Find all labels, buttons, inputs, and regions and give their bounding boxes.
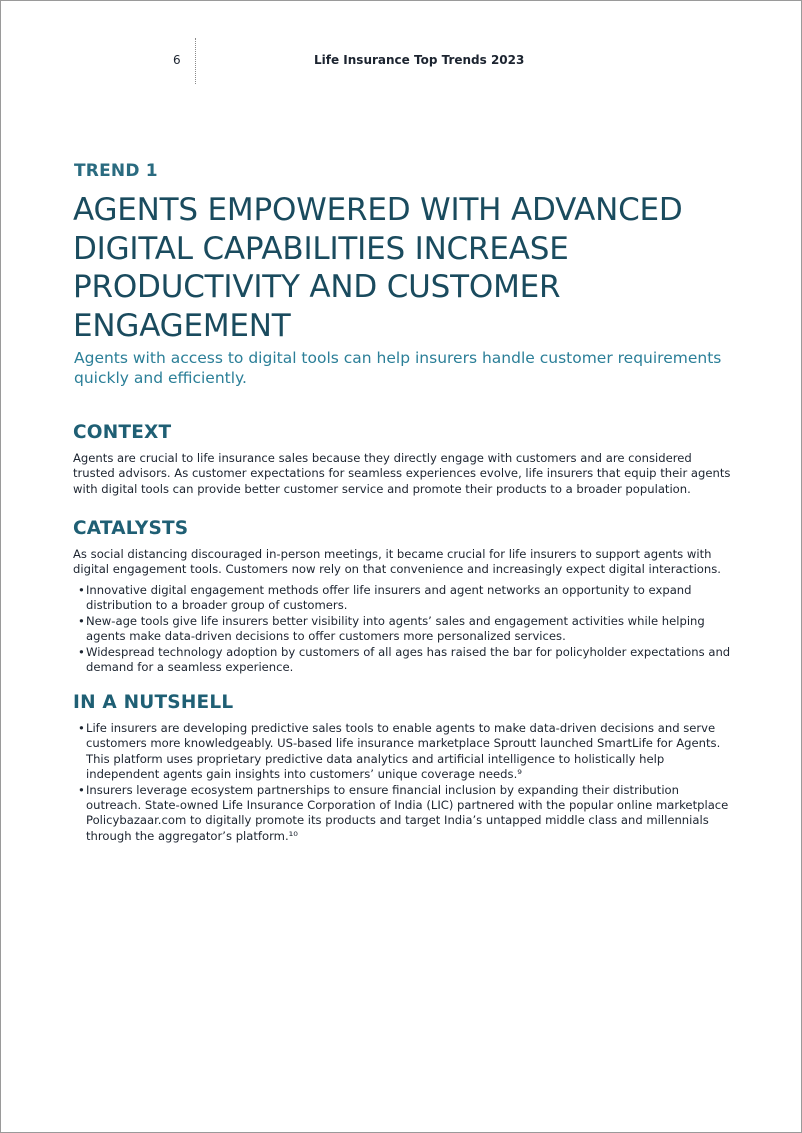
catalysts-intro: As social distancing discouraged in-person meetings, it became crucial for life insurers to support agents with digital engagement tools. Customers now rely on that convenience and increasingly expect digital interactions. — [73, 547, 721, 577]
catalysts-heading: CATALYSTS — [73, 518, 189, 539]
context-heading: CONTEXT — [73, 422, 172, 443]
trend-subtitle: Agents with access to digital tools can help insurers handle customer requirements quickly and efficiently. — [74, 349, 722, 387]
list-item — [73, 645, 733, 676]
bullet-icon: • — [78, 721, 85, 735]
trend-title-line: PRODUCTIVITY AND CUSTOMER — [73, 269, 561, 305]
trend-title-line: ENGAGEMENT — [73, 307, 291, 344]
list-item — [73, 583, 733, 614]
context-text: Agents are crucial to life insurance sales because they directly engage with customers and are considered trusted advisors. As customer expectations for seamless experiences evolve, life insurers that equip their agents with digital tools can provide better customer service and promote their products to a broader population. — [73, 451, 731, 496]
list-item-text: Insurers leverage ecosystem partnerships to ensure financial inclusion by expanding their distribution outreach. State-owned Life Insurance Corporation of India (LIC) partnered with the popular online marketplace Policybazaar.com to digitally promote its products and target India’s untapped middle class and millennials through the aggregator’s platform.¹⁰ — [86, 782, 729, 843]
trend-title-line: DIGITAL CAPABILITIES INCREASE — [73, 230, 569, 267]
list-item — [73, 721, 733, 783]
bullet-icon: • — [78, 583, 85, 597]
header-divider — [195, 38, 196, 84]
bullet-icon: • — [78, 644, 85, 659]
list-item-text: New-age tools give life insurers better visibility into agents’ sales and engagement activities while helping agents make data-driven decisions to offer customers more personalized services. — [86, 613, 705, 644]
list-item — [73, 614, 733, 645]
list-item-text: Innovative digital engagement methods offer life insurers and agent networks an opportunity to expand distribution to a broader group of customers. — [86, 583, 692, 613]
trend-title — [73, 191, 731, 345]
page-number: 6 — [173, 53, 181, 67]
list-item-text: Life insurers are developing predictive sales tools to enable agents to make data-driven decisions and serve customers more knowledgeably. US-based life insurance marketplace Sproutt launched SmartLife for Agents. This platform uses proprietary predictive data analytics and artificial intelligence to holistically help independent agents gain insights into customers’ unique coverage needs.⁹ — [86, 721, 721, 782]
bullet-icon: • — [78, 782, 85, 797]
trend-title-line: AGENTS EMPOWERED WITH ADVANCED — [73, 192, 683, 228]
running-title: Life Insurance Top Trends 2023 — [314, 53, 525, 67]
catalysts-list — [73, 583, 733, 675]
nutshell-list — [73, 721, 733, 844]
nutshell-heading: IN A NUTSHELL — [73, 692, 234, 713]
bullet-icon: • — [78, 613, 85, 628]
list-item — [73, 783, 733, 845]
trend-label: TREND 1 — [74, 161, 158, 181]
list-item-text: Widespread technology adoption by customers of all ages has raised the bar for policyholder expectations and demand for a seamless experience. — [86, 644, 731, 675]
